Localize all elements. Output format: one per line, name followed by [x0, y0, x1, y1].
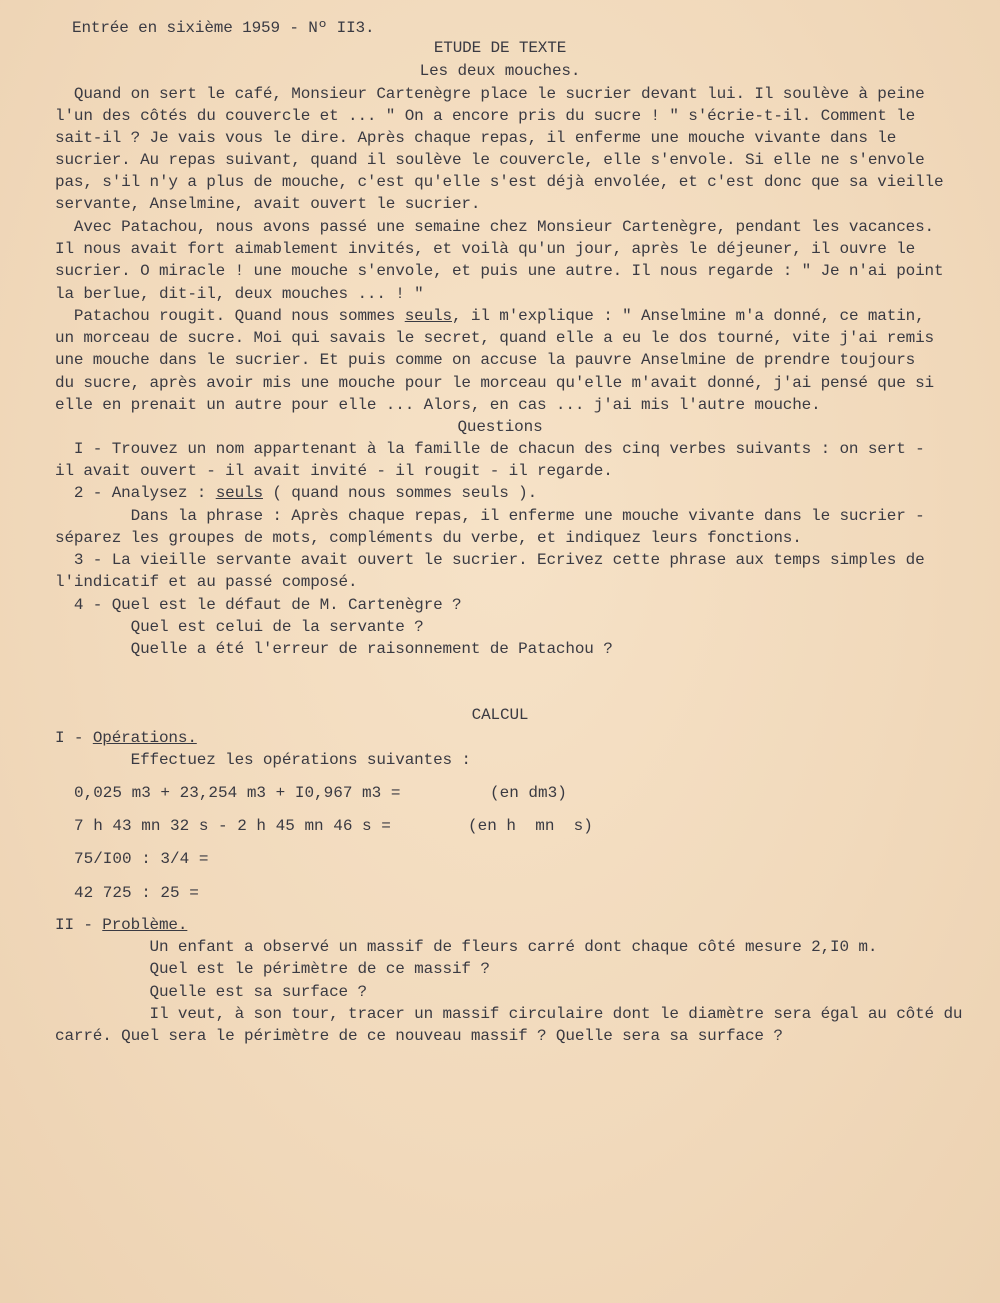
calcul-title: CALCUL [471, 706, 529, 724]
operation-expr: 7 h 43 mn 32 s - 2 h 45 mn 46 s = [74, 817, 391, 835]
section-probleme: II - Problème. [55, 916, 188, 934]
section-title: Problème. [102, 916, 188, 934]
text-line: l'un des côtés du couvercle et ... " On a encore pris du sucre ! " s'écrie-t-il. Comment le [55, 107, 916, 125]
section-operations: I - Opérations. [55, 729, 197, 747]
text-line: sucrier. O miracle ! une mouche s'envole, et puis une autre. Il nous regarde : " Je n'ai point [55, 262, 944, 280]
problem-line: Un enfant a observé un massif de fleurs carré dont chaque côté mesure 2,I0 m. [55, 938, 878, 956]
text-line: Patachou rougit. Quand nous sommes seuls, il m'explique : " Anselmine m'a donné, ce matin, [55, 307, 925, 325]
operation-expr: 0,025 m3 + 23,254 m3 + I0,967 m3 = [74, 784, 401, 802]
problem-line: carré. Quel sera le périmètre de ce nouveau massif ? Quelle sera sa surface ? [55, 1027, 783, 1045]
question-3: 3 - La vieille servante avait ouvert le sucrier. Ecrivez cette phrase aux temps simples de [55, 551, 925, 569]
problem-line: Il veut, à son tour, tracer un massif circulaire dont le diamètre sera égal au côté du [55, 1005, 963, 1023]
operation-expr: 75/I00 : 3/4 = [74, 850, 209, 868]
text-line: Quand on sert le café, Monsieur Cartenègre place le sucrier devant lui. Il soulève à peine [55, 85, 925, 103]
text-line: du sucre, après avoir mis une mouche pour le morceau qu'elle m'avait donné, j'ai pensé que si [55, 374, 934, 392]
text-line: pas, s'il n'y a plus de mouche, c'est qu'elle s'est déjà envolée, et c'est donc que sa vieille [55, 173, 944, 191]
question-1: I - Trouvez un nom appartenant à la famille de chacun des cinq verbes suivants : on sert - [55, 440, 925, 458]
text-line: sucrier. Au repas suivant, quand il soulève le couvercle, elle s'envole. Si elle ne s'envole [55, 151, 925, 169]
text-line: une mouche dans le sucrier. Et puis comme on accuse la pauvre Anselmine de prendre toujours [55, 351, 916, 369]
question-4-cont: Quel est celui de la servante ? [55, 618, 424, 636]
section-title: Opérations. [92, 729, 197, 747]
underlined-word: seuls [404, 307, 452, 325]
text-line: servante, Anselmine, avait ouvert le sucrier. [55, 195, 481, 213]
questions-title: Questions [457, 418, 543, 436]
question-4: 4 - Quel est le défaut de M. Cartenègre ? [55, 596, 462, 614]
problem-line: Quel est le périmètre de ce massif ? [55, 960, 490, 978]
etude-title: ETUDE DE TEXTE [433, 39, 567, 57]
text-line: Il nous avait fort aimablement invités, et voilà qu'un jour, après le déjeuner, il ouvre le [55, 240, 916, 258]
question-1-cont: il avait ouvert - il avait invité - il rougit - il regarde. [55, 462, 613, 480]
operation-expr: 42 725 : 25 = [74, 884, 199, 902]
problem-line: Quelle est sa surface ? [55, 983, 367, 1001]
operation-unit: (en dm3) [490, 784, 567, 802]
underlined-word: seuls [215, 484, 263, 502]
text-line: la berlue, dit-il, deux mouches ... ! " [55, 285, 424, 303]
etude-subtitle: Les deux mouches. [419, 62, 581, 80]
text-line: elle en prenait un autre pour elle ... Alors, en cas ... j'ai mis l'autre mouche. [55, 396, 821, 414]
question-2: 2 - Analysez : seuls ( quand nous sommes seuls ). [55, 484, 538, 502]
text-line: Avec Patachou, nous avons passé une semaine chez Monsieur Cartenègre, pendant les vacances. [55, 218, 934, 236]
text-line: sait-il ? Je vais vous le dire. Après chaque repas, il enferme une mouche vivante dans le [55, 129, 897, 147]
operations-instruction: Effectuez les opérations suivantes : [55, 751, 471, 769]
page-header: Entrée en sixième 1959 - Nº II3. [72, 19, 375, 37]
operation-unit: (en h mn s) [468, 817, 593, 835]
question-2-cont: Dans la phrase : Après chaque repas, il enferme une mouche vivante dans le sucrier - [55, 507, 925, 525]
question-4-cont: Quelle a été l'erreur de raisonnement de Patachou ? [55, 640, 613, 658]
text-line: un morceau de sucre. Moi qui savais le secret, quand elle a eu le dos tourné, vite j'ai remis [55, 329, 934, 347]
question-2-cont: séparez les groupes de mots, compléments du verbe, et indiquez leurs fonctions. [55, 529, 802, 547]
question-3-cont: l'indicatif et au passé composé. [55, 573, 358, 591]
